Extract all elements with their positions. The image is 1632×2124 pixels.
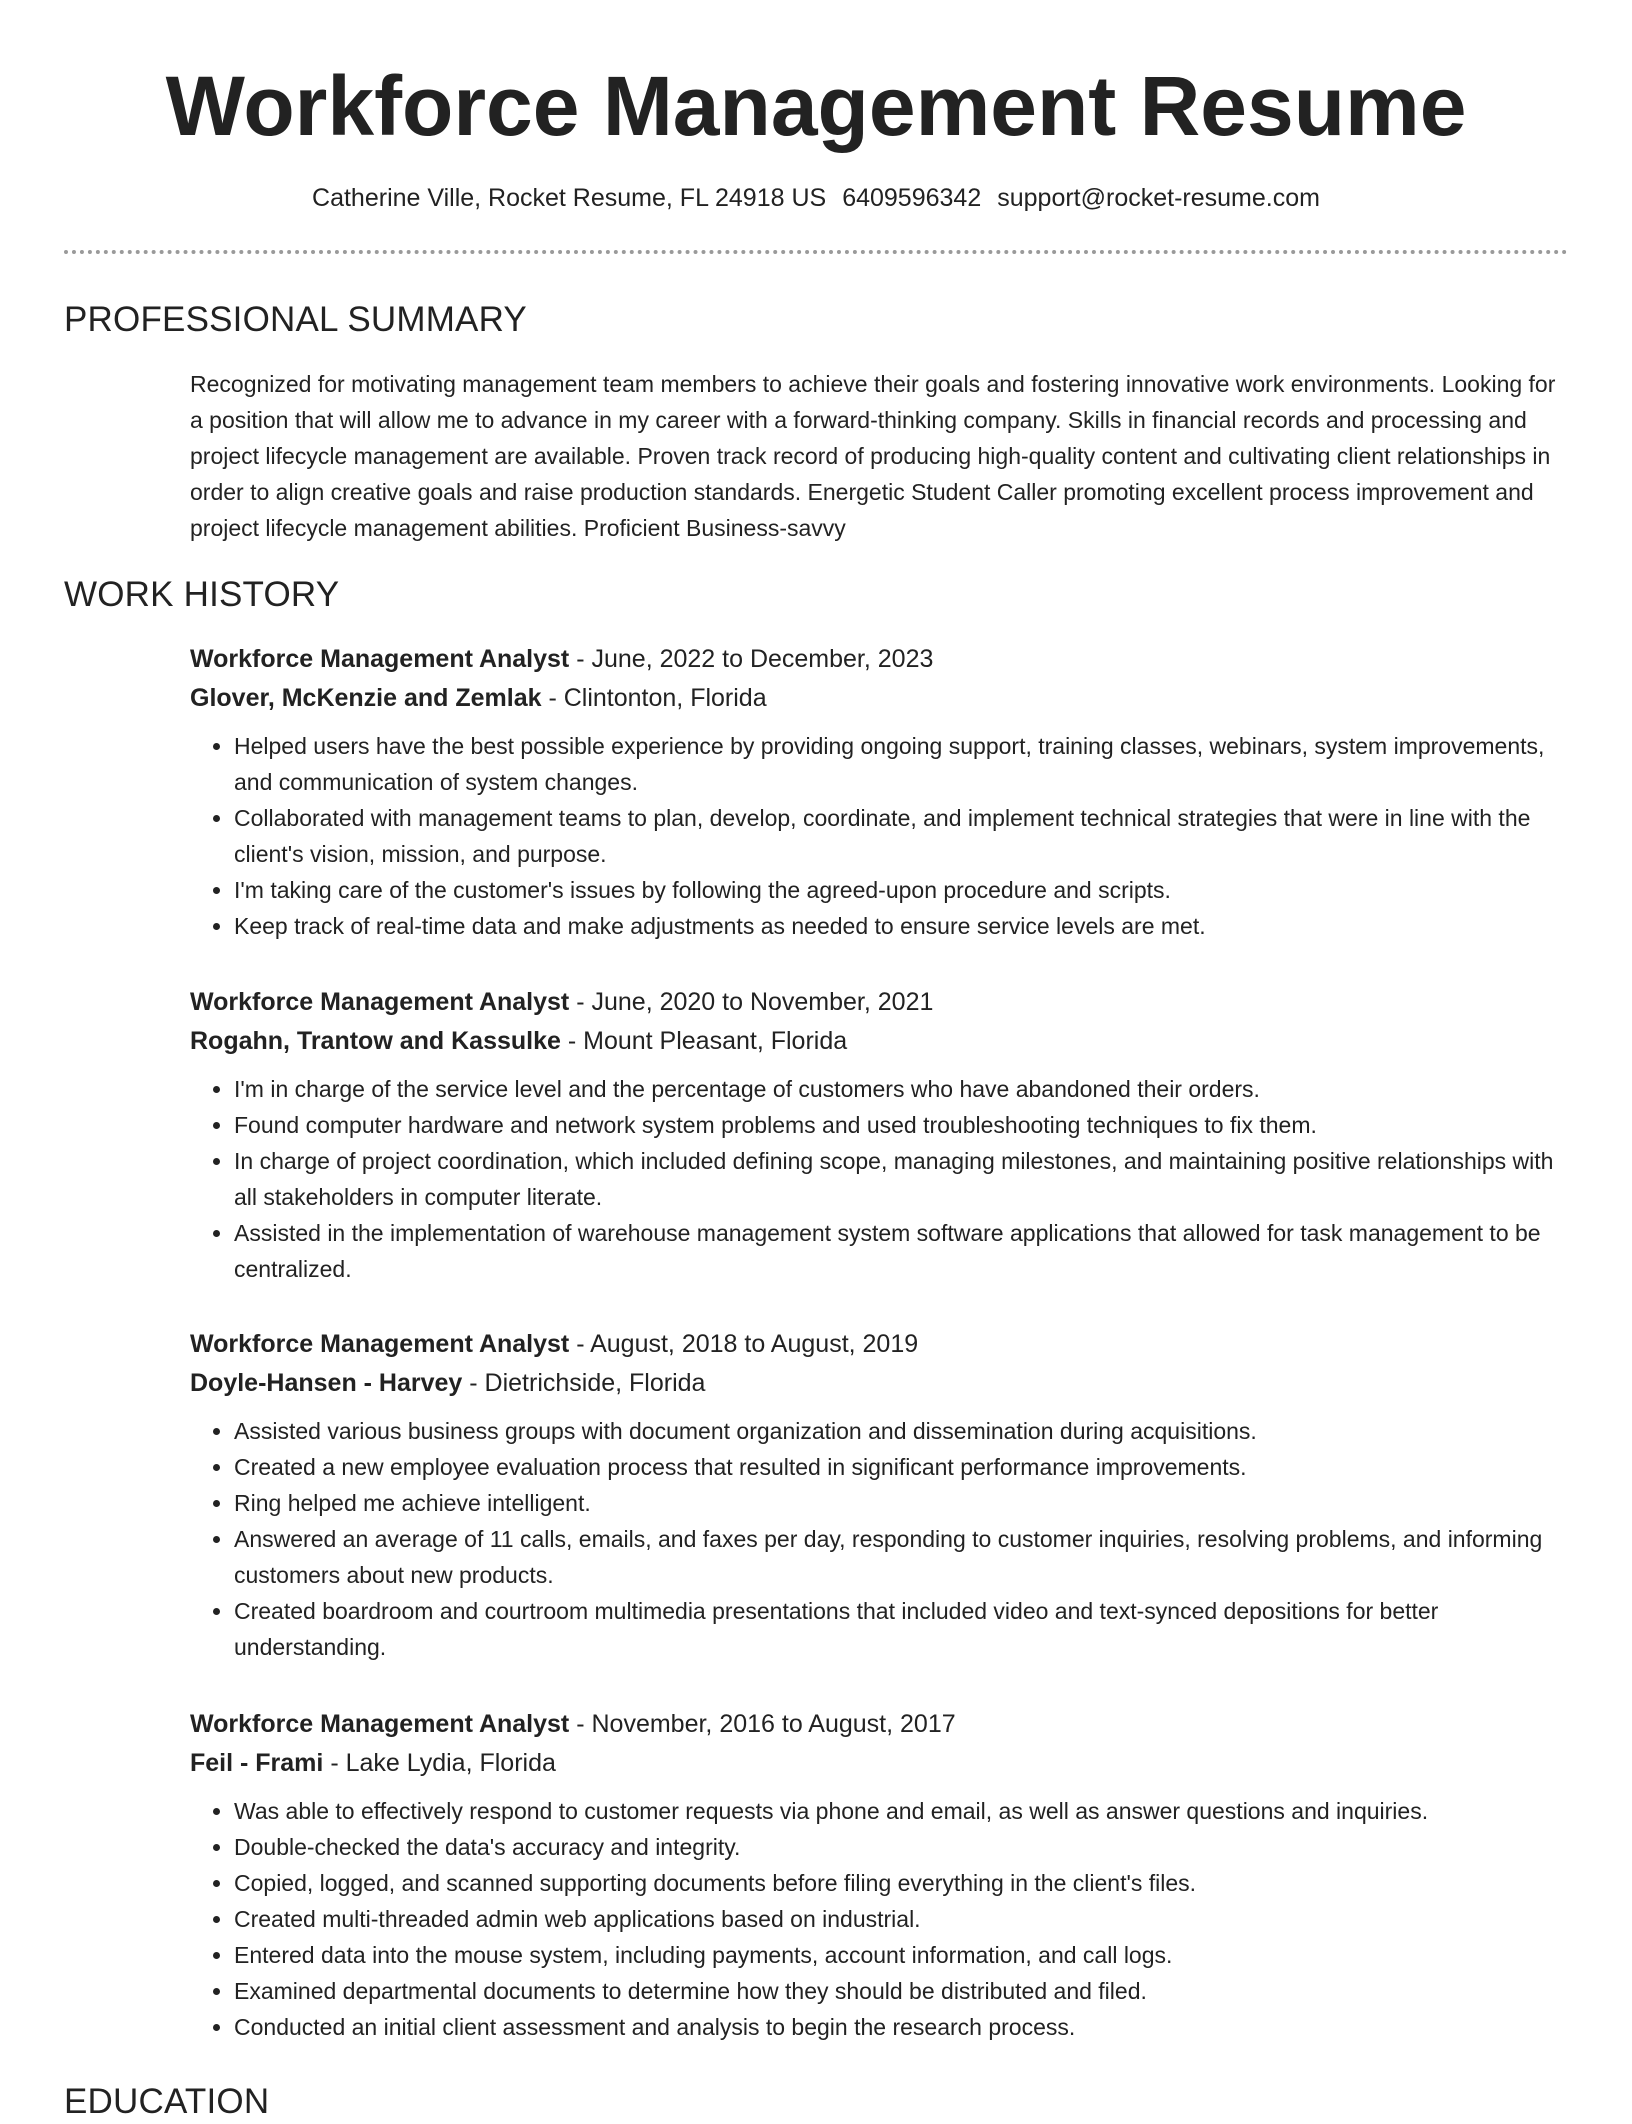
job-location: - Dietrichside, Florida <box>462 1369 706 1397</box>
job-company-line <box>190 1022 1570 1061</box>
contact-email: support@rocket-resume.com <box>997 184 1320 212</box>
job-company: Feil - Frami <box>190 1749 324 1777</box>
job-title: Workforce Management Analyst <box>190 988 570 1016</box>
job-entry <box>190 1705 1570 2045</box>
job-bullets <box>190 1413 1570 1665</box>
contact-line <box>0 180 1632 216</box>
job-title-line <box>190 640 1570 679</box>
job-title-line <box>190 983 1570 1022</box>
list-item: • Keep track of real-time data and make adjustments as needed to ensure service levels are met. <box>234 908 1570 944</box>
list-item: • Created multi-threaded admin web applications based on industrial. <box>234 1901 1570 1937</box>
job-title-line <box>190 1325 1570 1364</box>
section-heading-work: WORK HISTORY <box>64 575 340 614</box>
job-title-line <box>190 1705 1570 1744</box>
job-entry <box>190 1325 1570 1665</box>
job-title: Workforce Management Analyst <box>190 1710 570 1738</box>
contact-address: Catherine Ville, Rocket Resume, FL 24918 US <box>312 184 827 212</box>
job-dates: - November, 2016 to August, 2017 <box>569 1710 956 1738</box>
list-item: • Ring helped me achieve intelligent. <box>234 1485 1570 1521</box>
list-item: • Created a new employee evaluation process that resulted in significant performance improvements. <box>234 1449 1570 1485</box>
job-bullets <box>190 728 1570 944</box>
job-dates: - June, 2020 to November, 2021 <box>569 988 934 1016</box>
list-item: • Assisted in the implementation of warehouse management system software applications that allowed for task management to be centralized. <box>234 1215 1570 1287</box>
list-item: • Double-checked the data's accuracy and integrity. <box>234 1829 1570 1865</box>
job-entry <box>190 640 1570 944</box>
list-item: • I'm taking care of the customer's issues by following the agreed-upon procedure and scripts. <box>234 872 1570 908</box>
job-bullets <box>190 1793 1570 2045</box>
job-dates: - August, 2018 to August, 2019 <box>569 1330 919 1358</box>
job-title: Workforce Management Analyst <box>190 645 570 673</box>
job-bullets <box>190 1071 1570 1287</box>
job-company-line <box>190 679 1570 718</box>
list-item: • Entered data into the mouse system, including payments, account information, and call logs. <box>234 1937 1570 1973</box>
section-heading-education: EDUCATION <box>64 2082 270 2121</box>
job-company: Rogahn, Trantow and Kassulke <box>190 1027 561 1055</box>
job-location: - Lake Lydia, Florida <box>323 1749 556 1777</box>
list-item: • Examined departmental documents to determine how they should be distributed and filed. <box>234 1973 1570 2009</box>
job-company: Doyle-Hansen - Harvey <box>190 1369 463 1397</box>
list-item: • Helped users have the best possible experience by providing ongoing support, training classes, webinars, system improvements, and communication of system changes. <box>234 728 1570 800</box>
section-heading-summary: PROFESSIONAL SUMMARY <box>64 300 527 339</box>
list-item: • Found computer hardware and network system problems and used troubleshooting techniques to fix them. <box>234 1107 1570 1143</box>
list-item: • Created boardroom and courtroom multimedia presentations that included video and text-synced depositions for better understanding. <box>234 1593 1570 1665</box>
list-item: • Collaborated with management teams to plan, develop, coordinate, and implement technical strategies that were in line with the client's vision, mission, and purpose. <box>234 800 1570 872</box>
page-title: Workforce Management Resume <box>165 59 1467 153</box>
list-item: • Assisted various business groups with document organization and dissemination during acquisitions. <box>234 1413 1570 1449</box>
job-location: - Clintonton, Florida <box>541 684 767 712</box>
list-item: • Answered an average of 11 calls, emails, and faxes per day, responding to customer inquiries, resolving problems, and informing customers about new products. <box>234 1521 1570 1593</box>
list-item: • Copied, logged, and scanned supporting documents before filing everything in the client's files. <box>234 1865 1570 1901</box>
job-company: Glover, McKenzie and Zemlak <box>190 684 542 712</box>
contact-phone: 6409596342 <box>842 184 982 212</box>
job-title: Workforce Management Analyst <box>190 1330 570 1358</box>
list-item: • I'm in charge of the service level and the percentage of customers who have abandoned their orders. <box>234 1071 1570 1107</box>
job-location: - Mount Pleasant, Florida <box>560 1027 848 1055</box>
summary-text: Recognized for motivating management team members to achieve their goals and fostering innovative work environments. Looking for a position that will allow me to advance in my career with a forward-thinking company. Skills in financial records and processing and project lifecycle management are available. Proven track record of producing high-quality content and cultivating client relationships in order to align creative goals and raise production standards. Energetic Student Caller promoting excellent process improvement and project lifecycle management abilities. Proficient Business-savvy <box>190 371 1556 541</box>
header-divider <box>64 250 1568 254</box>
list-item: • In charge of project coordination, which included defining scope, managing milestones, and maintaining positive relationships with all stakeholders in computer literate. <box>234 1143 1570 1215</box>
list-item: • Conducted an initial client assessment and analysis to begin the research process. <box>234 2009 1570 2045</box>
list-item: • Was able to effectively respond to customer requests via phone and email, as well as answer questions and inquiries. <box>234 1793 1570 1829</box>
job-company-line <box>190 1744 1570 1783</box>
job-company-line <box>190 1364 1570 1403</box>
job-entry <box>190 983 1570 1287</box>
job-dates: - June, 2022 to December, 2023 <box>569 645 934 673</box>
